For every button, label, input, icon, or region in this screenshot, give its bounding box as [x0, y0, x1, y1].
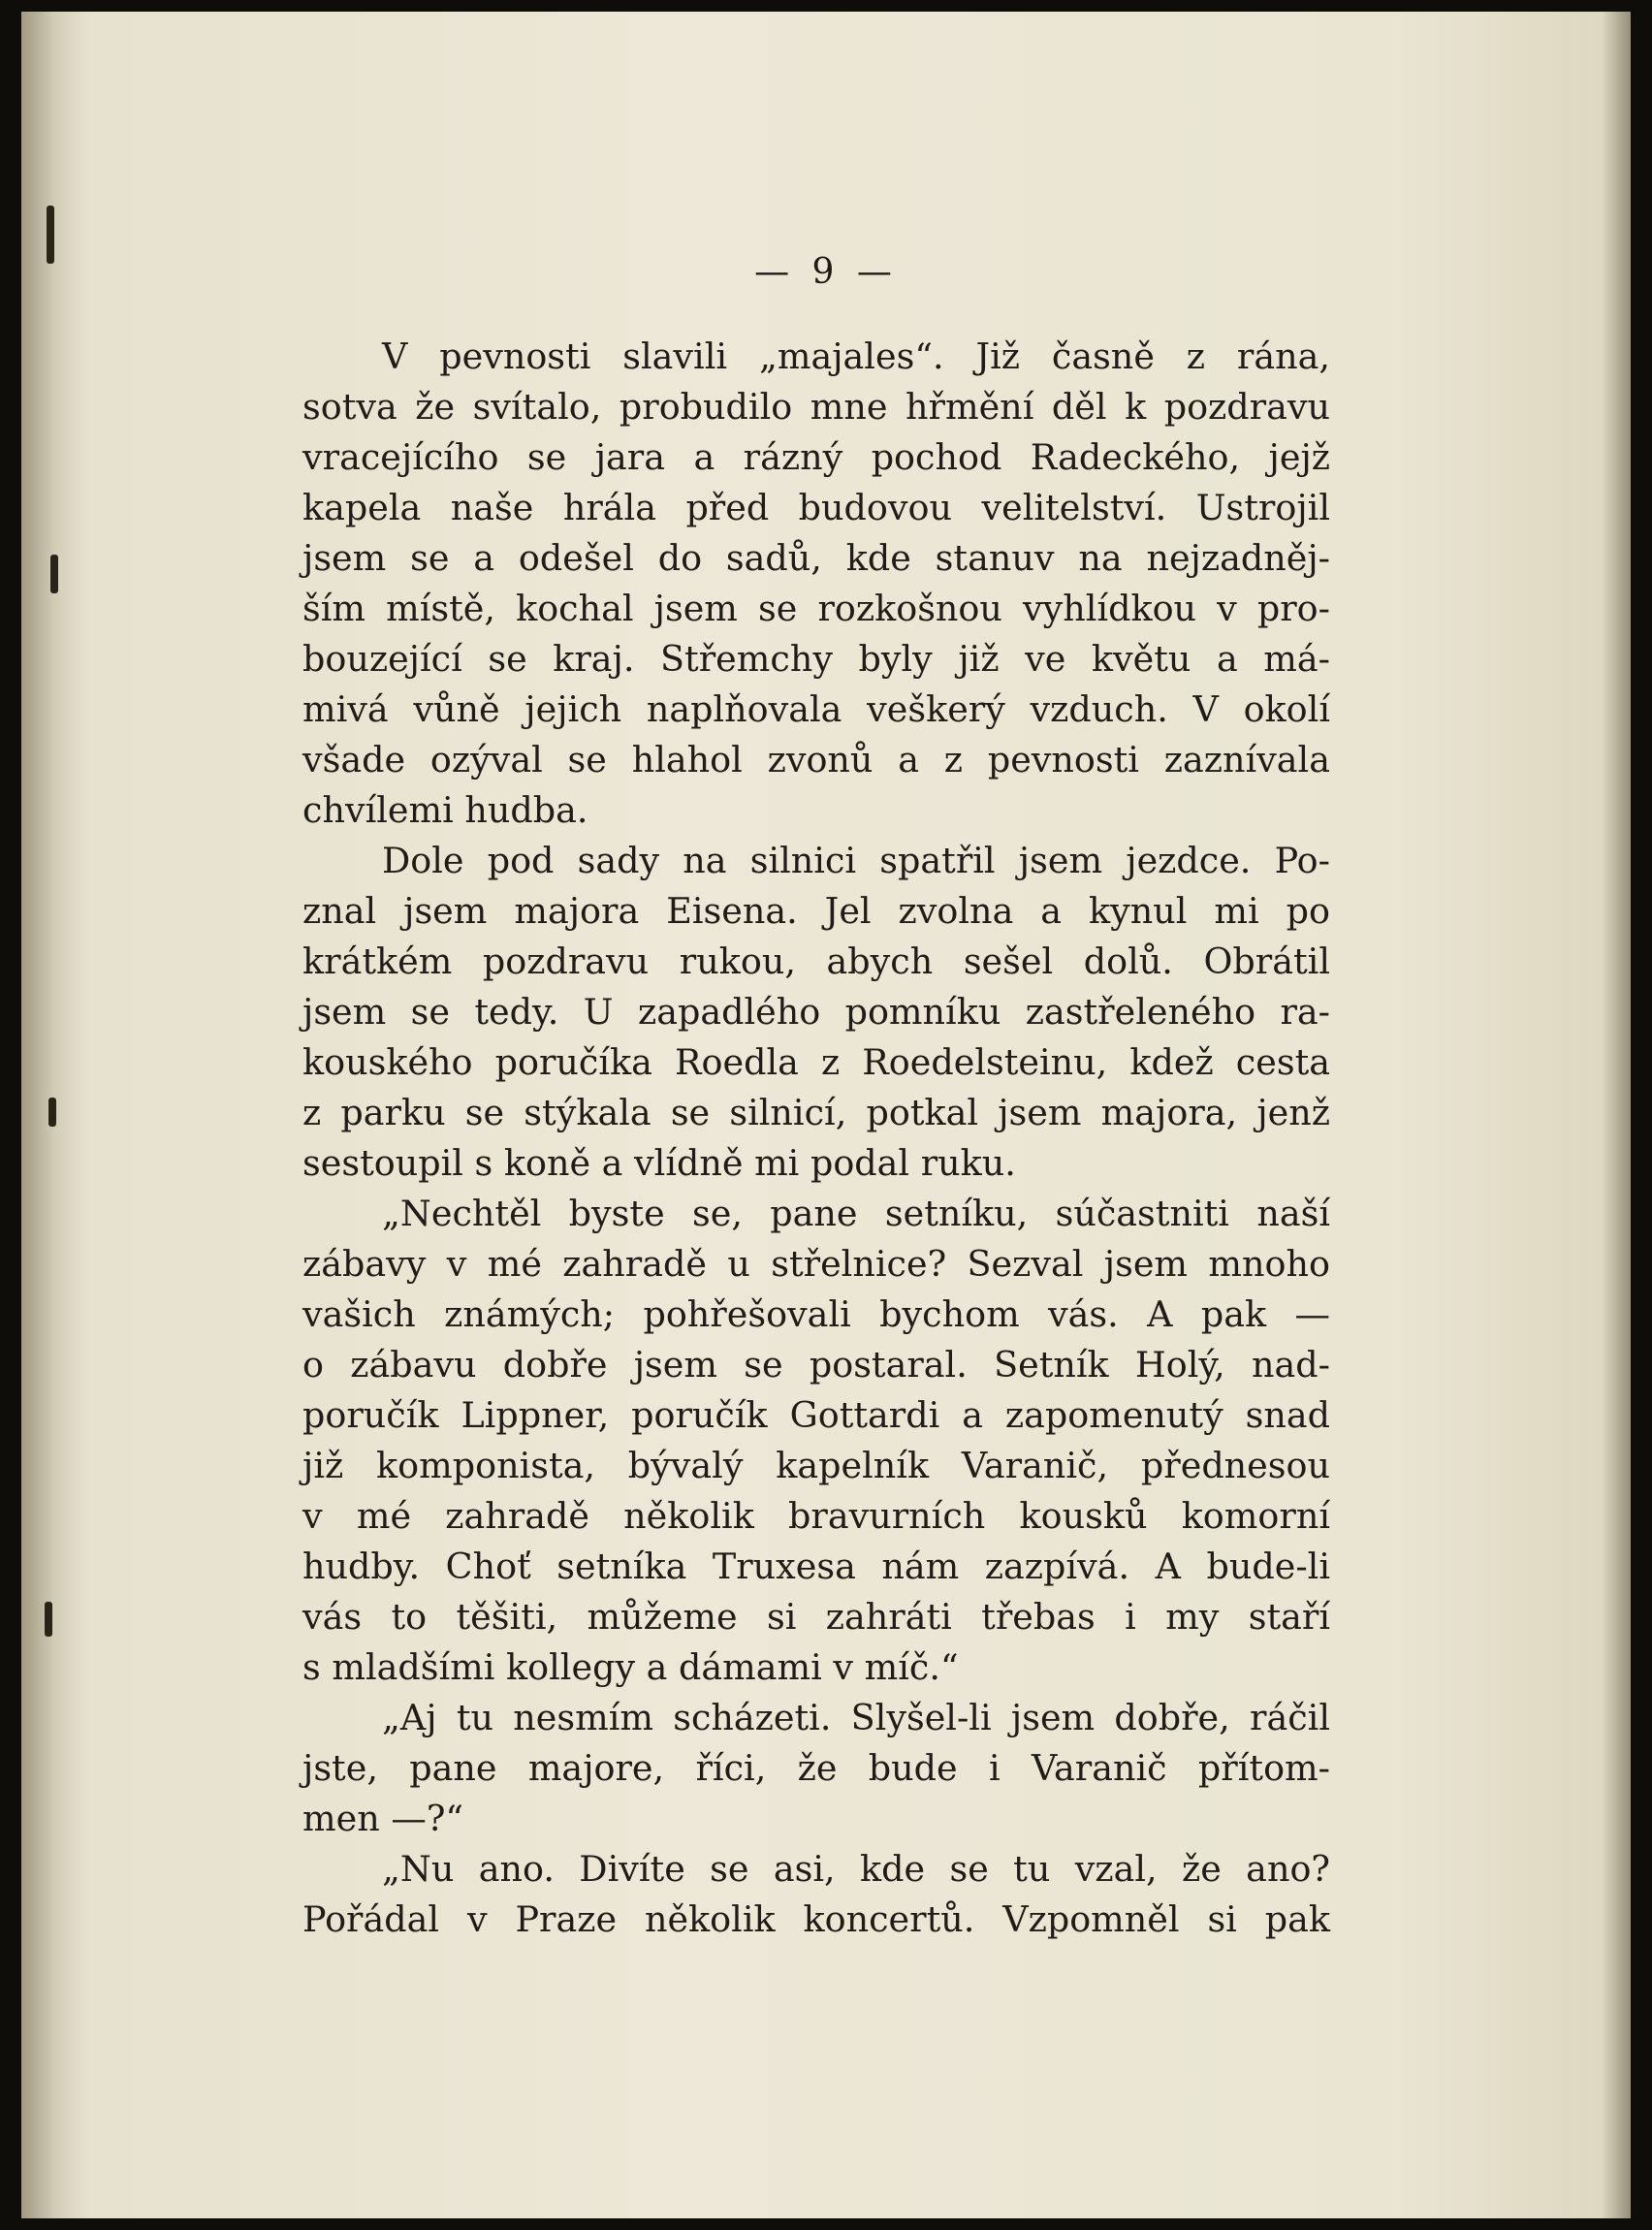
paragraph	[302, 1693, 1330, 1844]
text-line: mivá vůně jejich naplňovala veškerý vzduch. V okolí	[302, 688, 1330, 730]
text-line: o zábavu dobře jsem se postaral. Setník Holý, nad-	[302, 1344, 1330, 1386]
paragraph	[302, 836, 1330, 1189]
text-line: ším místě, kochal jsem se rozkošnou vyhlídkou v pro-	[302, 588, 1330, 629]
text-line: zábavy v mé zahradě u střelnice? Sezval jsem mnoho	[302, 1243, 1330, 1285]
text-line: jste, pane majore, říci, že bude i Varanič přítom-	[302, 1747, 1330, 1789]
text-line: z parku se stýkala se silnicí, potkal jsem majora, jenž	[302, 1092, 1330, 1133]
text-line: „Aj tu nesmím scházeti. Slyšel-li jsem dobře, ráčil	[382, 1697, 1330, 1738]
binding-mark	[45, 1602, 52, 1637]
text-line: sestoupil s koně a vlídně mi podal ruku.	[302, 1142, 1016, 1184]
text-line: všade ozýval se hlahol zvonů a z pevnosti zaznívala	[302, 739, 1330, 780]
text-line: jsem se a odešel do sadů, kde stanuv na nejzadněj-	[302, 537, 1330, 579]
text-line: Dole pod sady na silnici spatřil jsem jezdce. Po-	[382, 840, 1330, 881]
text-line: již komponista, bývalý kapelník Varanič, přednesou	[302, 1445, 1330, 1486]
text-line: znal jsem majora Eisena. Jel zvolna a kynul mi po	[302, 890, 1330, 932]
text-line: chvílemi hudba.	[302, 789, 588, 831]
text-line: Pořádal v Praze několik koncertů. Vzpomněl si pak	[302, 1898, 1330, 1940]
text-line: kouského poručíka Roedla z Roedelsteinu, kdež cesta	[302, 1041, 1330, 1083]
page-right-edge-shadow	[1602, 12, 1631, 2218]
paragraph	[302, 332, 1330, 836]
text-line: bouzející se kraj. Střemchy byly již ve květu a má-	[302, 638, 1330, 680]
book-page	[21, 12, 1631, 2218]
paragraph	[302, 1844, 1330, 1945]
binding-mark	[48, 1098, 56, 1127]
text-line: v mé zahradě několik bravurních kousků komorní	[302, 1495, 1330, 1537]
paragraph	[302, 1189, 1330, 1693]
page-number: — 9 —	[754, 252, 898, 292]
body-text	[302, 332, 1330, 1945]
text-line: „Nechtěl byste se, pane setníku, súčastniti naší	[382, 1193, 1330, 1234]
text-line: „Nu ano. Divíte se asi, kde se tu vzal, že ano?	[382, 1848, 1330, 1890]
text-line: V pevnosti slavili „majales“. Již časně z rána,	[382, 335, 1330, 377]
text-line: kapela naše hrála před budovou velitelství. Ustrojil	[302, 487, 1330, 528]
binding-mark	[50, 555, 58, 593]
text-line: vracejícího se jara a rázný pochod Radeckého, jejž	[302, 436, 1330, 478]
text-line: krátkém pozdravu rukou, abych sešel dolů. Obrátil	[302, 940, 1330, 982]
text-line: vás to těšiti, můžeme si zahráti třebas i my staří	[302, 1596, 1330, 1638]
text-line: hudby. Choť setníka Truxesa nám zazpívá. A bude-li	[302, 1545, 1330, 1587]
text-line: vašich známých; pohřešovali bychom vás. A pak —	[302, 1293, 1330, 1335]
text-line: sotva že svítalo, probudilo mne hřmění děl k pozdravu	[302, 386, 1330, 428]
text-line: men —?“	[302, 1798, 464, 1839]
text-line: s mladšími kollegy a dámami v míč.“	[302, 1646, 959, 1688]
text-line: jsem se tedy. U zapadlého pomníku zastřeleného ra-	[302, 991, 1330, 1033]
text-line: poručík Lippner, poručík Gottardi a zapomenutý snad	[302, 1394, 1330, 1436]
